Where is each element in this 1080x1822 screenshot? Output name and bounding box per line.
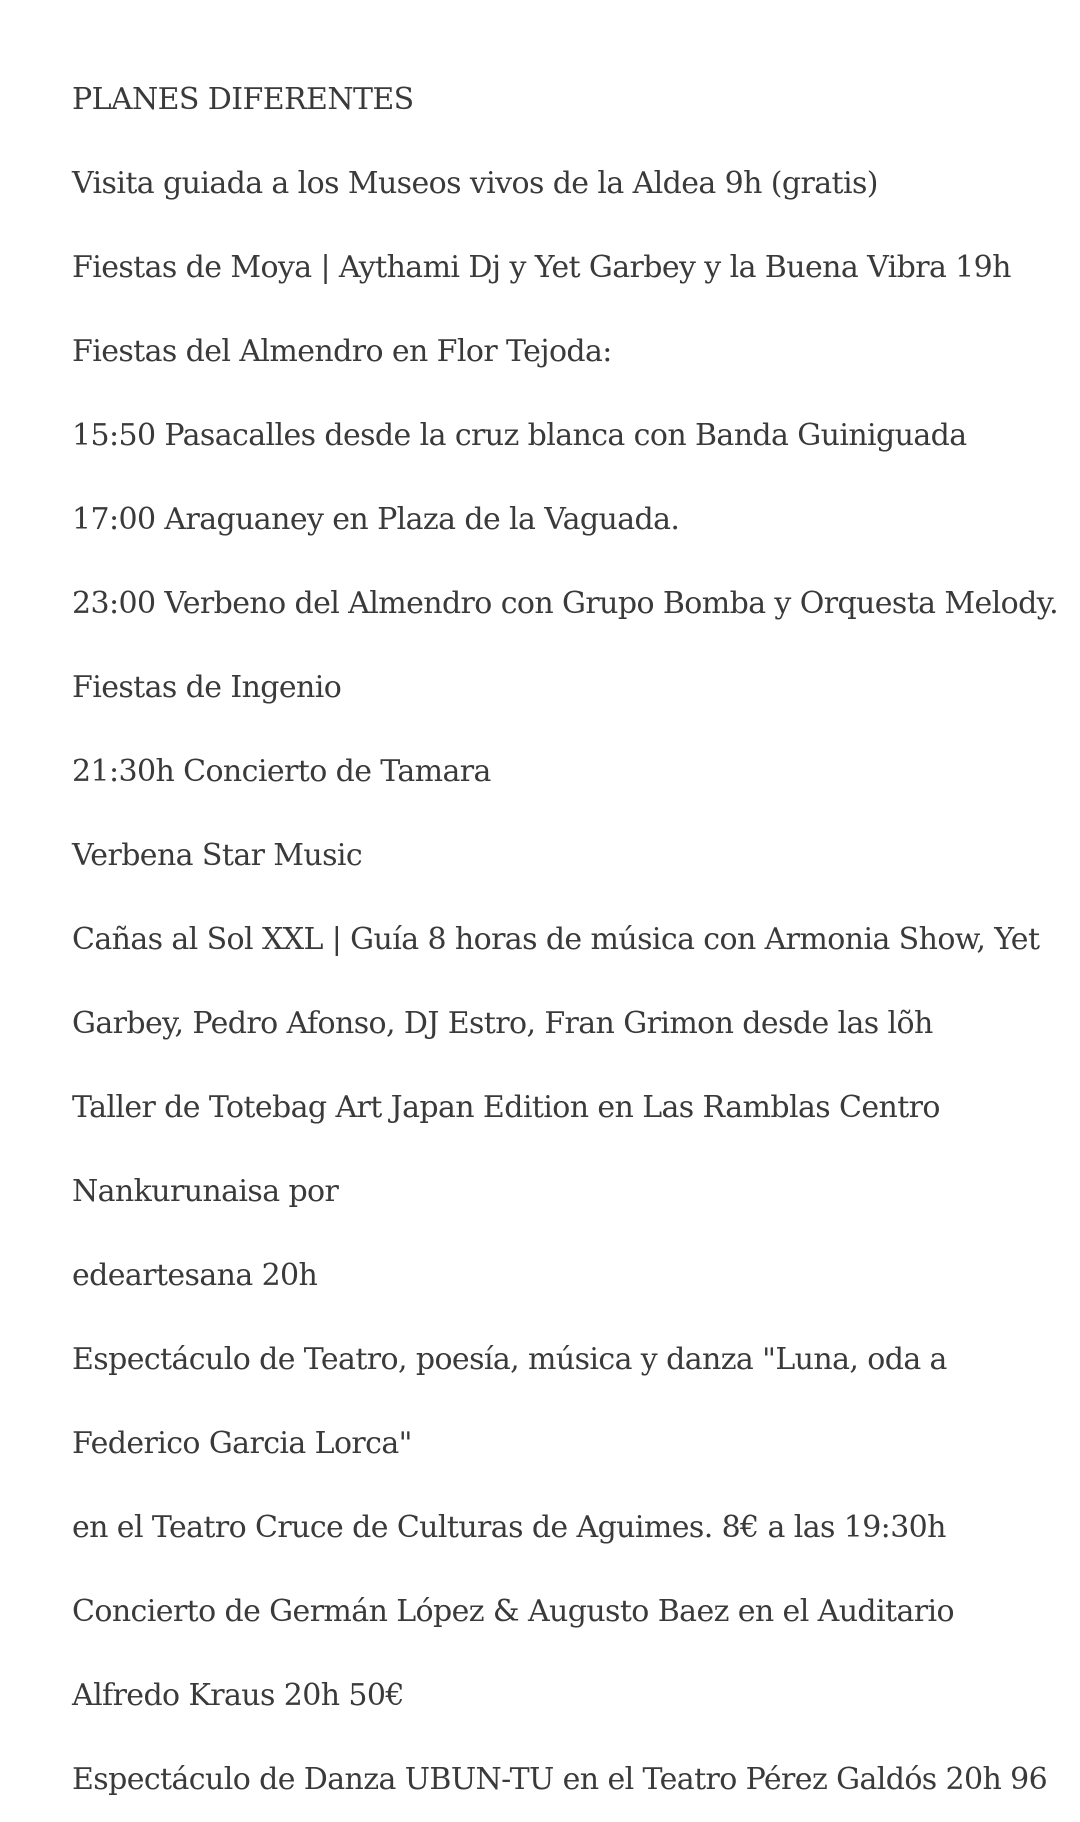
text-line: Concierto de Germán López & Augusto Baez en el Auditario: [72, 1594, 954, 1629]
text-line: Fiestas del Almendro en Flor Tejoda:: [72, 334, 612, 369]
text-line: Espectáculo de Danza UBUN-TU en el Teatro Pérez Galdós 20h 96: [72, 1762, 1048, 1797]
text-line: Taller de Totebag Art Japan Edition en Las Ramblas Centro: [72, 1090, 940, 1125]
text-line: Espectáculo de Teatro, poesía, música y danza "Luna, oda a: [72, 1342, 947, 1377]
text-line: Cañas al Sol XXL | Guía 8 horas de música con Armonia Show, Yet: [72, 922, 1040, 957]
text-line: 21:30h Concierto de Tamara: [72, 754, 491, 789]
text-line: Fiestas de Moya | Aythami Dj y Yet Garbey y la Buena Vibra 19h: [72, 250, 1011, 285]
text-line: edeartesana 20h: [72, 1258, 318, 1293]
text-line: Federico Garcia Lorca": [72, 1426, 412, 1461]
text-line: Verbena Star Music: [72, 838, 363, 873]
text-line: 23:00 Verbeno del Almendro con Grupo Bomba y Orquesta Melody.: [72, 586, 1059, 621]
section-heading: PLANES DIFERENTES: [72, 82, 414, 117]
text-line: en el Teatro Cruce de Culturas de Aguimes. 8€ a las 19:30h: [72, 1510, 946, 1545]
text-line: 15:50 Pasacalles desde la cruz blanca con Banda Guiniguada: [72, 418, 967, 453]
text-line: Alfredo Kraus 20h 50€: [72, 1678, 404, 1713]
text-line: Visita guiada a los Museos vivos de la Aldea 9h (gratis): [72, 166, 878, 201]
text-line: 17:00 Araguaney en Plaza de la Vaguada.: [72, 502, 680, 537]
text-line: Garbey, Pedro Afonso, DJ Estro, Fran Grimon desde las lõh: [72, 1006, 933, 1041]
article-body: [72, 58, 1059, 1822]
text-line: Fiestas de Ingenio: [72, 670, 342, 705]
text-line: Nankurunaisa por: [72, 1174, 339, 1209]
